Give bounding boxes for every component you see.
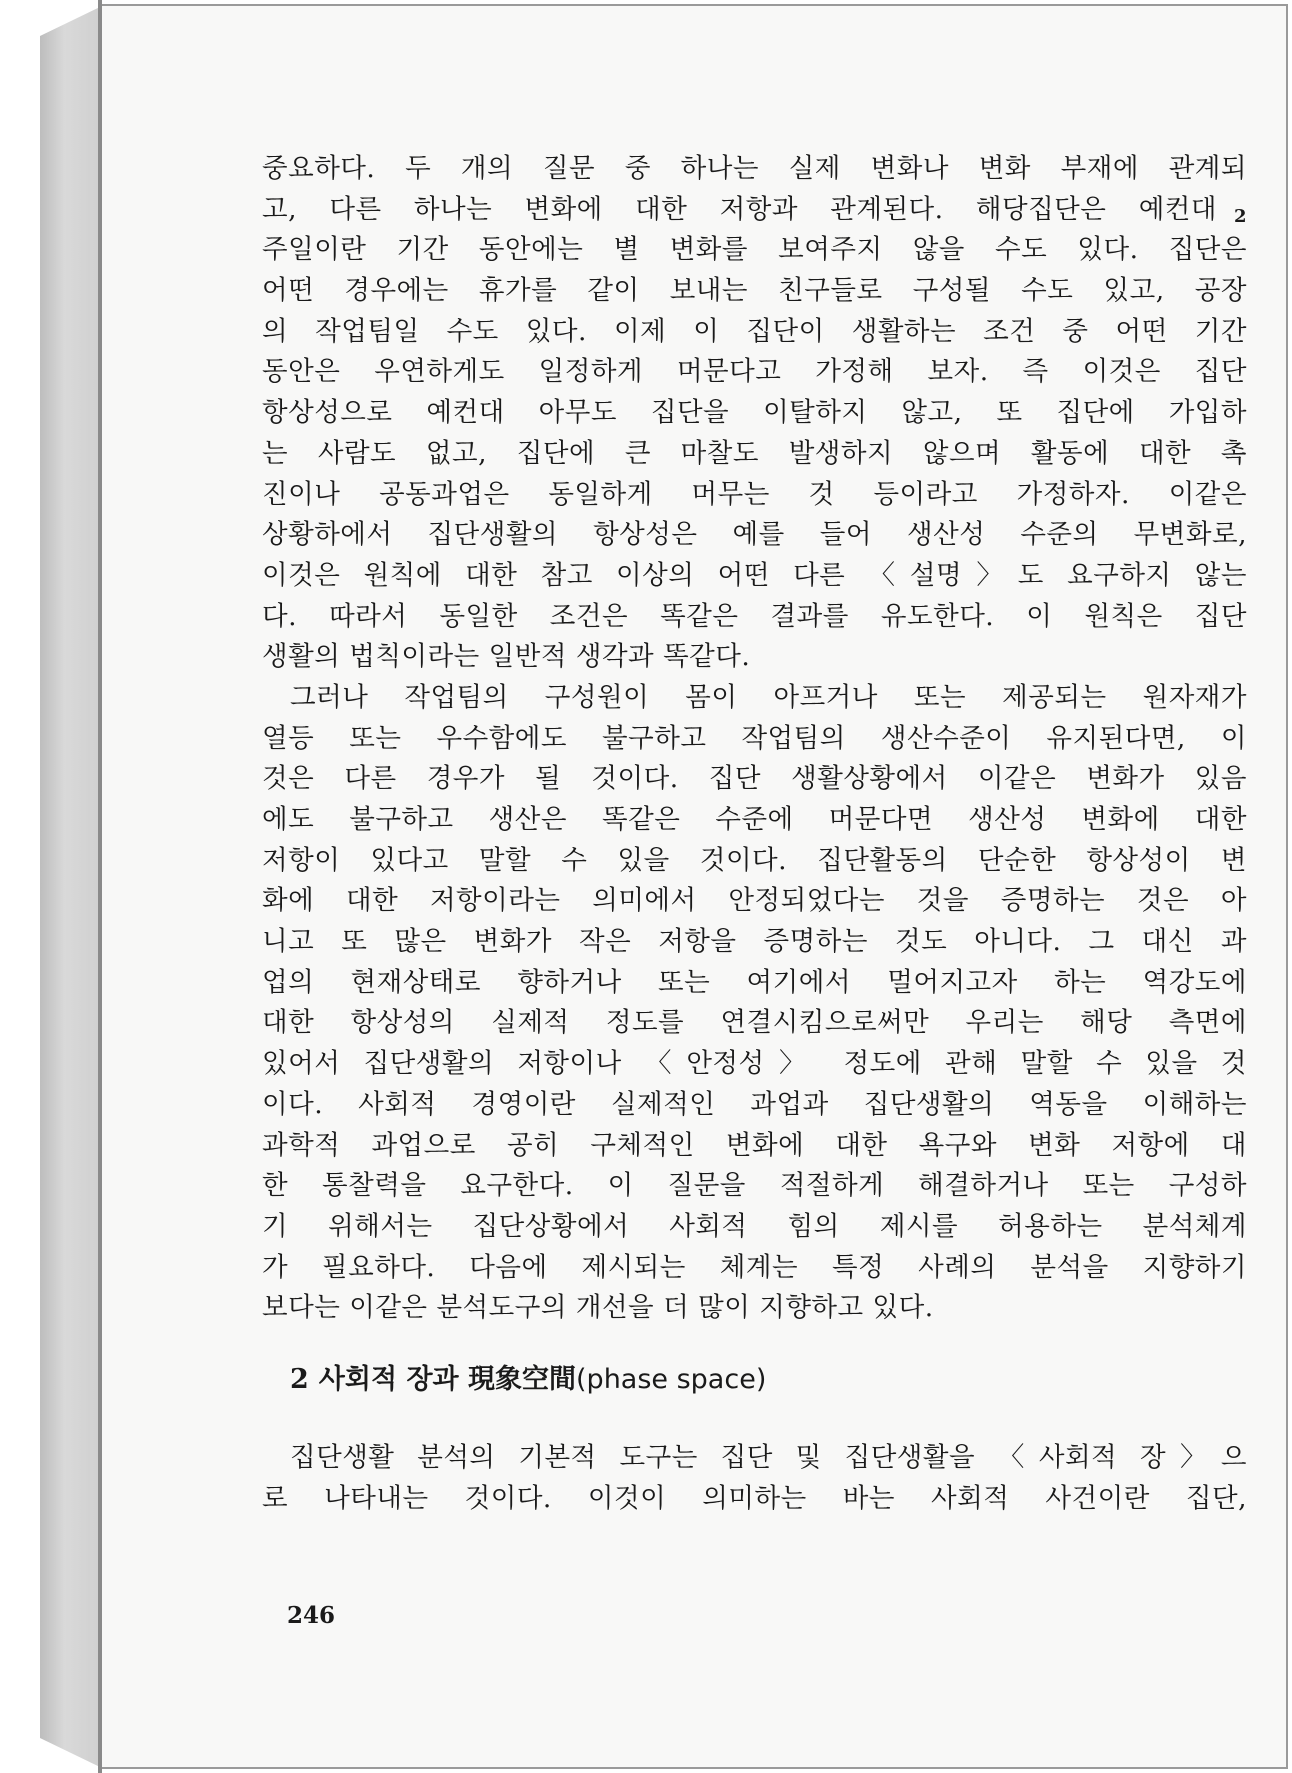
text-line: 이것은 원칙에 대한 참고 이상의 어떤 다른 〈설명〉도 요구하지 않는 <box>262 559 1247 591</box>
book-spine <box>40 6 102 1768</box>
margin-footnote-mark: 2 <box>1234 206 1247 227</box>
page-number: 246 <box>287 1602 336 1629</box>
text-line: 한 통찰력을 요구한다. 이 질문을 적절하게 해결하거나 또는 구성하 <box>262 1170 1247 1202</box>
paragraph-1 <box>262 149 1247 678</box>
text-line: 니고 또 많은 변화가 작은 저항을 증명하는 것도 아니다. 그 대신 과 <box>262 926 1247 958</box>
text-line: 진이나 공동과업은 동일하게 머무는 것 등이라고 가정하자. 이같은 <box>262 478 1247 510</box>
text-line: 중요하다. 두 개의 질문 중 하나는 실제 변화나 변화 부재에 관계되 <box>262 153 1247 184</box>
section-title-korean: 사회적 장과 現象空間 <box>318 1363 577 1395</box>
text-line: 과학적 과업으로 공히 구체적인 변화에 대한 욕구와 변화 저항에 대 <box>262 1129 1247 1161</box>
text-line: 것은 다른 경우가 될 것이다. 집단 생활상황에서 이같은 변화가 있음 <box>262 763 1247 795</box>
book-page <box>102 4 1288 1769</box>
text-line: 가 필요하다. 다음에 제시되는 체계는 특정 사례의 분석을 지향하기 <box>262 1251 1247 1283</box>
paragraph-3 <box>262 1438 1247 1519</box>
text-line: 집단생활 분석의 기본적 도구는 집단 및 집단생활을 〈사회적 장〉으 <box>290 1441 1247 1473</box>
text-line: 있어서 집단생활의 저항이나 〈안정성〉 정도에 관해 말할 수 있을 것 <box>262 1048 1247 1080</box>
text-line: 저항이 있다고 말할 수 있을 것이다. 집단활동의 단순한 항상성이 변 <box>262 844 1247 876</box>
text-line: 항상성으로 예컨대 아무도 집단을 이탈하지 않고, 또 집단에 가입하 <box>262 397 1247 429</box>
page-content <box>262 149 1247 1519</box>
text-line: 기 위해서는 집단상황에서 사회적 힘의 제시를 허용하는 분석체계 <box>262 1210 1247 1242</box>
text-line: 보다는 이같은 분석도구의 개선을 더 많이 지향하고 있다. <box>262 1292 934 1324</box>
text-line: 로 나타내는 것이다. 이것이 의미하는 바는 사회적 사건이란 집단, <box>262 1482 1247 1514</box>
paragraph-2 <box>262 678 1247 1329</box>
text-line: 의 작업팀일 수도 있다. 이제 이 집단이 생활하는 조건 중 어떤 기간 <box>262 315 1247 347</box>
text-line: 동안은 우연하게도 일정하게 머문다고 가정해 보자. 즉 이것은 집단 <box>262 356 1247 388</box>
text-line: 열등 또는 우수함에도 불구하고 작업팀의 생산수준이 유지된다면, 이 <box>262 722 1247 754</box>
text-line: 대한 항상성의 실제적 정도를 연결시킴으로써만 우리는 해당 측면에 <box>262 1007 1247 1039</box>
text-line: 화에 대한 저항이라는 의미에서 안정되었다는 것을 증명하는 것은 아 <box>262 885 1247 917</box>
text-line: 업의 현재상태로 향하거나 또는 여기에서 멀어지고자 하는 역강도에 <box>262 966 1247 998</box>
text-line: 고, 다른 하나는 변화에 대한 저항과 관계된다. 해당집단은 예컨대 <box>262 193 1217 225</box>
text-line: 에도 불구하고 생산은 똑같은 수준에 머문다면 생산성 변화에 대한 <box>262 804 1247 835</box>
text-line: 그러나 작업팀의 구성원이 몸이 아프거나 또는 제공되는 원자재가 <box>290 681 1247 713</box>
text-line: 어떤 경우에는 휴가를 같이 보내는 친구들로 구성될 수도 있고, 공장 <box>262 275 1247 307</box>
text-line: 이다. 사회적 경영이란 실제적인 과업과 집단생활의 역동을 이해하는 <box>262 1088 1247 1120</box>
text-line: 상황하에서 집단생활의 항상성은 예를 들어 생산성 수준의 무변화로, <box>262 519 1247 551</box>
text-line: 주일이란 기간 동안에는 별 변화를 보여주지 않을 수도 있다. 집단은 <box>262 234 1247 266</box>
section-number: 2 <box>290 1363 309 1395</box>
section-title-english: (phase space) <box>576 1363 767 1395</box>
text-line: 다. 따라서 동일한 조건은 똑같은 결과를 유도한다. 이 원칙은 집단 <box>262 600 1247 632</box>
text-line: 생활의 법칙이라는 일반적 생각과 똑같다. <box>262 641 751 673</box>
section-heading <box>262 1360 1247 1400</box>
text-line: 는 사람도 없고, 집단에 큰 마찰도 발생하지 않으며 활동에 대한 촉 <box>262 437 1247 469</box>
